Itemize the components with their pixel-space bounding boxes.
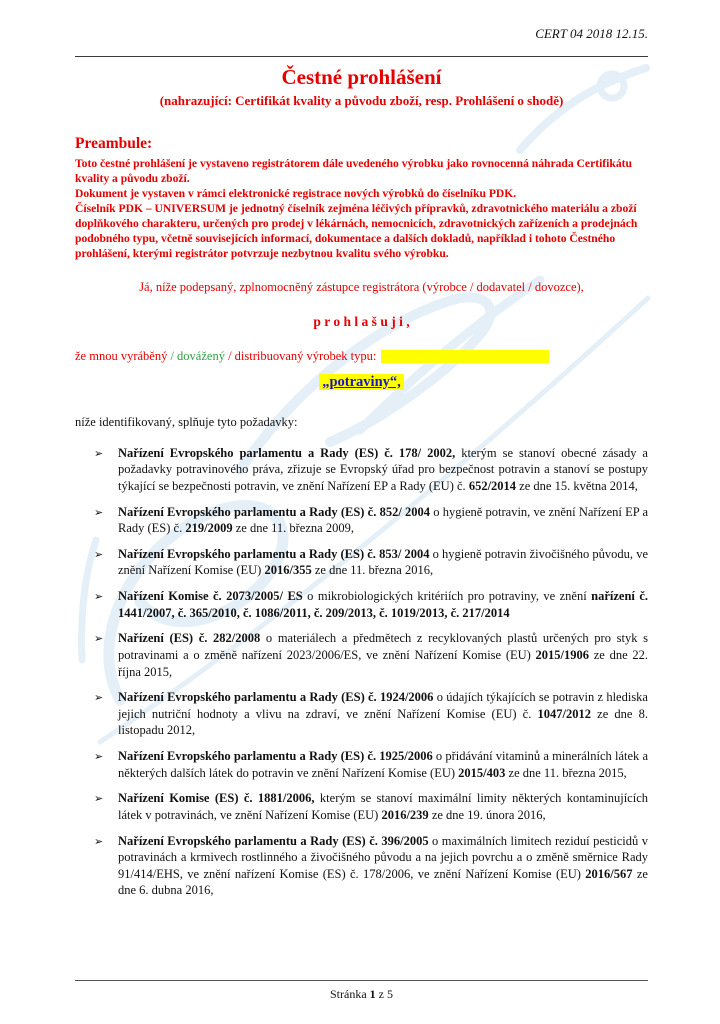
product-type-text [75, 349, 376, 363]
requirement-text [118, 546, 648, 579]
arrow-bullet-icon: ➢ [94, 446, 104, 460]
requirement-text [118, 630, 648, 680]
text-segment: Nařízení Evropského parlamentu a Rady (ES) č. 396/2005 [118, 833, 429, 848]
requirement-item [75, 790, 648, 823]
text-segment: Nařízení Evropského parlamentu a Rady (ES) č. 1925/2006 [118, 749, 433, 764]
text-segment: že mnou vyráběný [75, 348, 171, 363]
pronouncement-text: p r o h l a š u j i , [313, 313, 410, 329]
text-segment: 1 [369, 987, 376, 1001]
text-segment: 652/2014 [468, 478, 517, 493]
text-segment: ze dne 15. května 2014, [516, 478, 638, 493]
text-segment: ze dne 11. března 2009, [232, 521, 354, 536]
footer-divider [75, 980, 648, 981]
text-segment: 1047/2012 [537, 706, 591, 721]
preamble-paragraph: Toto čestné prohlášení je vystaveno registrátorem dále uvedeného výrobku jako rovnocenná náhrada Certifikátu kvality a původu zboží. [75, 157, 632, 185]
arrow-bullet-icon: ➢ [94, 547, 104, 561]
text-segment: / dovážený [170, 348, 229, 363]
text-segment: ze dne 11. března 2016, [311, 563, 434, 578]
text-segment: o maximálních limitech reziduí pesticidů v potravinách a krmivech rostlinného a živočišného původu a na jejich povrchu a o změně směrnice Rady 91/414/EHS, ve znění nařízení Komise (ES) č. 178/2006, ve znění Nařízení Komise (EU) [118, 833, 648, 881]
product-name: „potraviny“, [319, 374, 404, 390]
text-segment: Nařízení Komise č. 2073/2005/ ES [118, 589, 303, 604]
page-footer [75, 980, 648, 1002]
text-segment: Nařízení Komise (ES) č. 1881/2006, [118, 791, 315, 806]
arrow-bullet-icon: ➢ [94, 750, 104, 764]
arrow-bullet-icon: ➢ [94, 691, 104, 705]
requirement-item [75, 748, 648, 781]
requirement-item [75, 630, 648, 680]
text-segment: ze dne 11. března 2015, [505, 765, 627, 780]
preamble-section [75, 157, 648, 262]
requirement-item [75, 833, 648, 900]
text-segment: ze dne 8. listopadu 2012, [118, 706, 648, 738]
requirements-intro: níže identifikovaný, splňuje tyto požadavky: [75, 414, 298, 429]
text-segment: 2016/355 [264, 563, 312, 578]
requirement-item [75, 546, 648, 579]
text-segment: 2015/403 [458, 765, 506, 780]
arrow-bullet-icon: ➢ [94, 590, 104, 604]
text-segment: o údajích týkajících se potravin z hlediska jejich nutriční hodnoty a vlivu na zdraví, ve znění Nařízení Komise (EU) č. [118, 690, 648, 721]
page-number [75, 987, 648, 1002]
text-segment: Stránka [330, 987, 370, 1001]
text-segment: 2016/567 [585, 866, 633, 881]
requirement-text [118, 833, 648, 900]
declaration-intro: Já, níže podepsaný, zplnomocněný zástupce registrátora (výrobce / dodavatel / dovozce), [139, 279, 584, 294]
text-segment: ze dne 19. února 2016, [428, 807, 546, 822]
requirement-text [118, 504, 648, 537]
arrow-bullet-icon: ➢ [94, 792, 104, 806]
text-segment: ze dne 22. října 2015, [118, 647, 648, 679]
header-divider [75, 56, 648, 57]
text-segment: o hygieně potravin živočišného původu, ve znění Nařízení Komise (EU) [118, 546, 648, 578]
text-segment: / distribuovaný výrobek typu: [228, 348, 377, 363]
requirement-item [75, 588, 648, 621]
text-segment: Nařízení Evropského parlamentu a Rady (ES) č. 852/ 2004 [118, 504, 431, 519]
page-subtitle: (nahrazující: Certifikát kvality a původu zboží, resp. Prohlášení o shodě) [159, 93, 564, 108]
text-segment: ze dne 6. dubna 2016, [118, 866, 648, 898]
requirement-text [118, 588, 648, 621]
preamble-paragraph: Dokument je vystaven v rámci elektronické registrace nových výrobků do číselníku PDK. [75, 186, 517, 200]
text-segment: kterým se stanoví obecné zásady a požadavky potravinového práva, zřizuje se Evropský úřad pro bezpečnost potravin a stanoví se postupy týkající se bezpečnosti potravin, ve znění Nařízení EP a Rady (EU) č. [118, 445, 648, 493]
product-type-line [75, 349, 648, 364]
text-segment: kterým se stanoví maximální limity některých kontaminujících látek v potravinách, ve znění Nařízení Komise (EU) [118, 791, 648, 822]
requirements-list [75, 445, 648, 899]
doc-code: CERT 04 2018 12.15. [535, 26, 648, 41]
text-segment: o materiálech a předmětech z recyklovaných plastů určených pro styk s potravinami a o změně nařízení 2023/2006/ES, ve znění Nařízení Komise (EU) [118, 631, 648, 662]
text-segment: o přidávání vitaminů a minerálních látek a některých dalších látek do potravin ve znění Nařízení Komise (EU) [118, 749, 648, 780]
requirement-item [75, 689, 648, 739]
text-segment: 2016/239 [381, 807, 429, 822]
requirement-text [118, 790, 648, 823]
arrow-bullet-icon: ➢ [94, 834, 104, 848]
requirement-text [118, 689, 648, 739]
text-segment: Nařízení Evropského parlamentu a Rady (ES) č. 853/ 2004 [118, 546, 430, 561]
preamble-paragraph: Číselník PDK – UNIVERSUM je jednotný číselník zejména léčivých přípravků, zdravotnického materiálu a zboží doplňkového charakteru, určených pro prodej v lékárnách, nemocnicích, zdravotnických zařízeních a prodejnách podobného typu, včetně souvisejících informací, dokumentace a dalších dokladů, například i tohoto Čestného prohlášení, kterými registrátor potvrzuje nezbytnou kvalitu svého výrobku. [75, 201, 638, 260]
highlight-blank [381, 350, 549, 363]
text-segment: z 5 [375, 987, 393, 1001]
requirement-item [75, 504, 648, 537]
text-segment: 2015/1906 [535, 647, 590, 662]
arrow-bullet-icon: ➢ [94, 632, 104, 646]
preamble-heading: Preambule: [75, 135, 153, 152]
text-segment: Nařízení (ES) č. 282/2008 [118, 631, 261, 646]
text-segment: o mikrobiologických kritériích pro potraviny, ve znění [302, 589, 592, 604]
requirement-text [118, 445, 648, 495]
text-segment: nařízení č. 1441/2007, č. 365/2010, č. 1086/2011, č. 209/2013, č. 1019/2013, č. 217/2014 [118, 589, 649, 620]
text-segment: Nařízení Evropského parlamentu a Rady (ES) č. 1924/2006 [118, 690, 434, 705]
product-line [75, 373, 648, 391]
requirement-item [75, 445, 648, 495]
text-segment: 219/2009 [185, 521, 233, 536]
text-segment: o hygieně potravin, ve znění Nařízení EP a Rady (ES) č. [118, 504, 648, 536]
arrow-bullet-icon: ➢ [94, 505, 104, 519]
page-title: Čestné prohlášení [281, 65, 442, 89]
requirement-text [118, 748, 648, 781]
text-segment: Nařízení Evropského parlamentu a Rady (ES) č. 178/ 2002, [118, 445, 456, 460]
